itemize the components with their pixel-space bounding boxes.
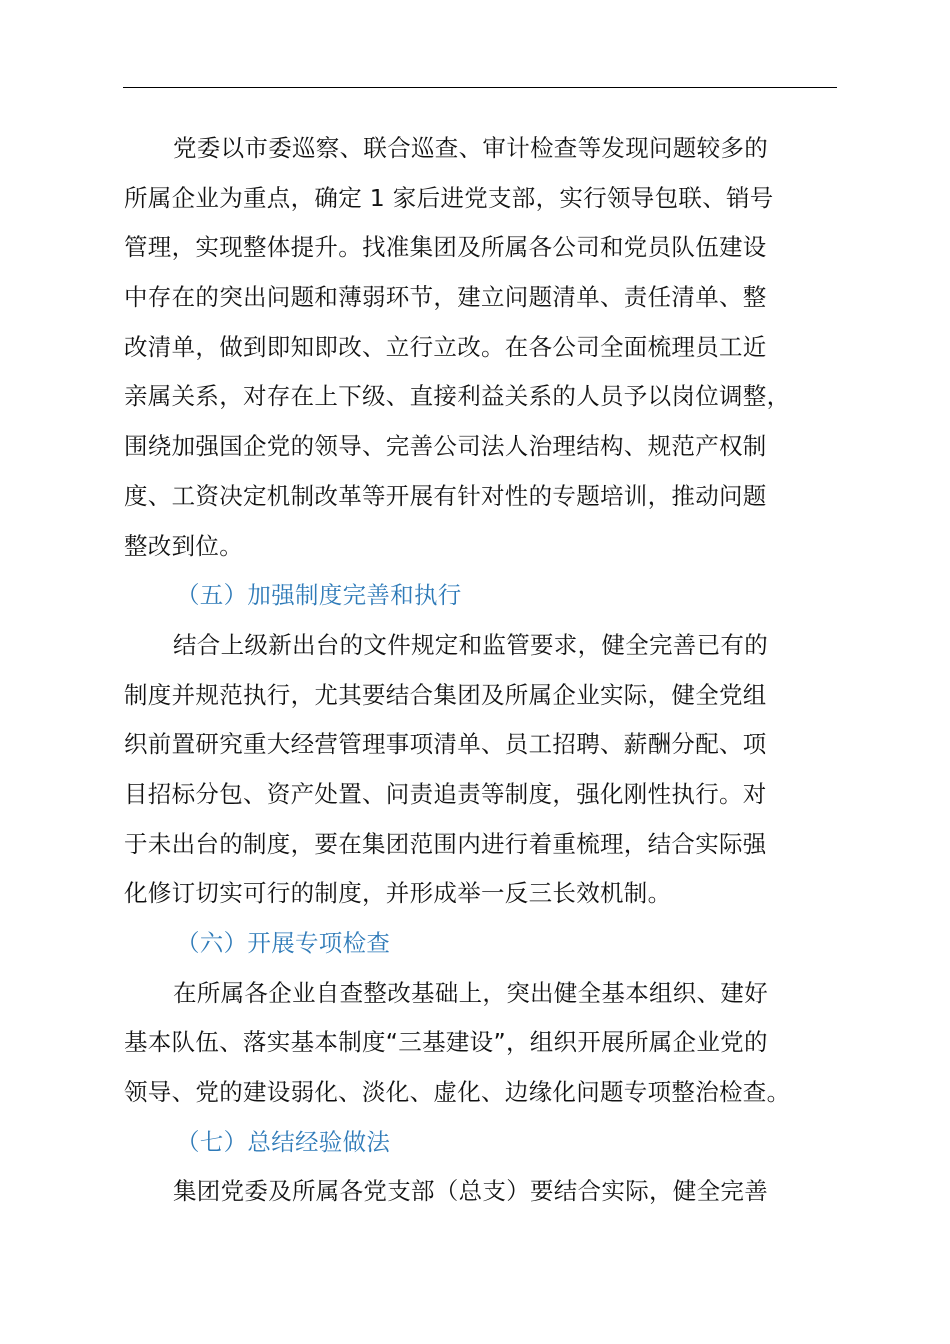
paragraph-line: 目招标分包、资产处置、问责追责等制度，强化刚性执行。对 <box>124 779 767 808</box>
section-heading-6: （六）开展专项检查 <box>176 929 391 957</box>
paragraph-line: 度、工资决定机制改革等开展有针对性的专题培训，推动问题 <box>124 481 767 510</box>
paragraph-line: 于未出台的制度，要在集团范围内进行着重梳理，结合实际强 <box>124 829 767 858</box>
paragraph-line: 管理，实现整体提升。找准集团及所属各公司和党员队伍建设 <box>124 233 767 262</box>
paragraph-line: 集团党委及所属各党支部（总支）要结合实际，健全完善 <box>173 1177 768 1206</box>
paragraph-line: 织前置研究重大经营管理事项清单、员工招聘、薪酬分配、项 <box>124 730 767 759</box>
header-rule <box>123 87 837 88</box>
paragraph-line: 领导、党的建设弱化、淡化、虚化、边缘化问题专项整治检查。 <box>124 1078 791 1107</box>
paragraph-line: 所属企业为重点，确定 1 家后进党支部，实行领导包联、销号 <box>124 183 774 212</box>
paragraph-system-improvement <box>124 621 836 919</box>
paragraph-summary-experience <box>124 1167 836 1217</box>
paragraph-line: 基本队伍、落实基本制度“三基建设”，组织开展所属企业党的 <box>124 1028 768 1057</box>
paragraph-line: 在所属各企业自查整改基础上，突出健全基本组织、建好 <box>173 978 768 1007</box>
paragraph-line: 围绕加强国企党的领导、完善公司法人治理结构、规范产权制 <box>124 432 767 461</box>
paragraph-line: 亲属关系，对存在上下级、直接利益关系的人员予以岗位调整， <box>124 382 791 411</box>
paragraph-line: 改清单，做到即知即改、立行立改。在各公司全面梳理员工近 <box>124 332 767 361</box>
paragraph-line: 化修订切实可行的制度，并形成举一反三长效机制。 <box>124 879 672 908</box>
paragraph-line: 结合上级新出台的文件规定和监管要求，健全完善已有的 <box>173 630 768 659</box>
document-body <box>124 124 836 1217</box>
paragraph-line: 整改到位。 <box>124 531 243 560</box>
paragraph-line: 党委以市委巡察、联合巡查、审计检查等发现问题较多的 <box>173 134 768 162</box>
section-heading-5: （五）加强制度完善和执行 <box>176 581 462 610</box>
section-heading-7: （七）总结经验做法 <box>176 1127 391 1156</box>
paragraph-special-inspection <box>124 969 836 1118</box>
paragraph-problem-rectification <box>124 124 836 571</box>
paragraph-line: 制度并规范执行，尤其要结合集团及所属企业实际，健全党组 <box>124 680 767 709</box>
paragraph-line: 中存在的突出问题和薄弱环节，建立问题清单、责任清单、整 <box>124 283 767 312</box>
